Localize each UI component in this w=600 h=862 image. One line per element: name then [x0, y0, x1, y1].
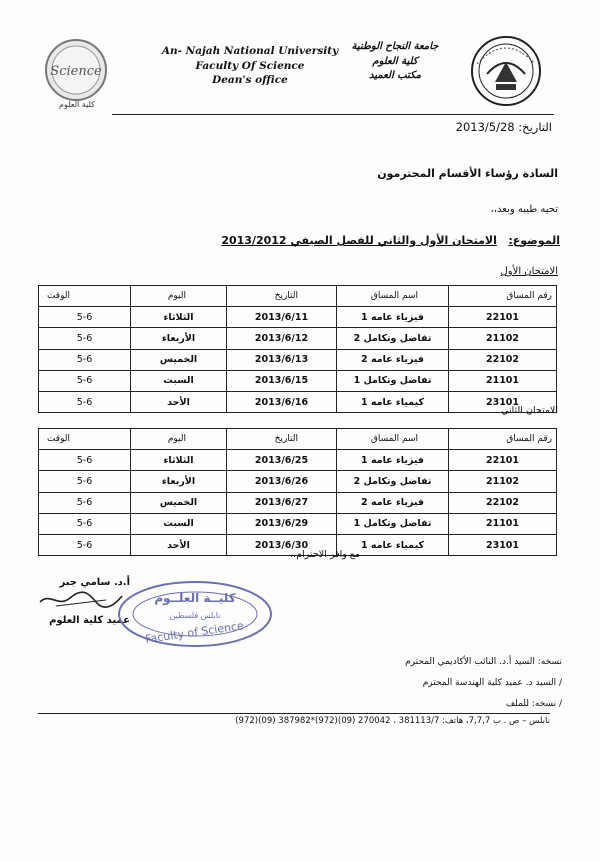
course-code: 22101	[449, 307, 557, 328]
faculty-stamp	[115, 578, 275, 650]
header-day: اليوم	[131, 429, 227, 450]
office-name-en: Dean's office	[212, 74, 288, 86]
course-name: فيزياء عامه 1	[337, 307, 449, 328]
first-exam-table	[38, 285, 557, 413]
exam-time: 5-6	[39, 370, 131, 391]
exam-time: 5-6	[39, 534, 131, 555]
course-code: 23101	[449, 534, 557, 555]
exam-time: 5-6	[39, 513, 131, 534]
table-row	[39, 370, 557, 391]
exam-date: 2013/6/26	[227, 471, 337, 492]
second-exam-table	[38, 428, 557, 556]
course-code: 21102	[449, 328, 557, 349]
first-exam-title: الامتحان الأول	[500, 266, 558, 277]
header-code: رقم المساق	[449, 286, 557, 307]
copy-line: / السيد د. عميد كلية الهندسة المحترم	[422, 678, 562, 688]
subject-text: الامتحان الأول والثاني للفصل الصيفي 2013/2012	[221, 234, 497, 247]
course-code: 23101	[449, 391, 557, 412]
table-row	[39, 513, 557, 534]
university-name-en: An- Najah National University	[161, 45, 339, 57]
faculty-name-ar: كلية العلوم	[372, 55, 418, 67]
stamp-english: Faculty of Science	[144, 619, 245, 646]
exam-date: 2013/6/13	[227, 349, 337, 370]
second-exam-title: الامتحان الثاني	[501, 405, 558, 416]
dean-title: عميد كلية العلوم	[49, 615, 130, 626]
table-row	[39, 450, 557, 471]
header-name: اسم المساق	[337, 429, 449, 450]
exam-day: الأحد	[131, 534, 227, 555]
exam-day: الخميس	[131, 349, 227, 370]
course-name: كيمياء عامه 1	[337, 391, 449, 412]
course-name: فيزياء عامه 1	[337, 450, 449, 471]
salutation: السادة رؤساء الأقسام المحترمون	[377, 167, 558, 180]
table-header-row	[39, 429, 557, 450]
logo-left-caption: كلية العلوم	[59, 100, 95, 109]
greeting: تحيه طيبه وبعد،،	[490, 204, 558, 215]
footer-contact: نابلس – ص . ب 7,7,7، هاتف: 381113/7 ، 270042 (09)(972)*387982 (09)(972)	[235, 716, 550, 726]
letter-date: التاريخ: 2013/5/28	[455, 120, 552, 134]
header-name: اسم المساق	[337, 286, 449, 307]
course-code: 21101	[449, 513, 557, 534]
exam-time: 5-6	[39, 349, 131, 370]
exam-time: 5-6	[39, 307, 131, 328]
course-name: تفاضل وتكامل 1	[337, 513, 449, 534]
course-code: 21101	[449, 370, 557, 391]
exam-date: 2013/6/11	[227, 307, 337, 328]
exam-time: 5-6	[39, 328, 131, 349]
table-row	[39, 492, 557, 513]
english-header	[160, 44, 340, 88]
exam-date: 2013/6/30	[227, 534, 337, 555]
course-name: تفاضل وتكامل 1	[337, 370, 449, 391]
exam-day: الأربعاء	[131, 471, 227, 492]
course-name: تفاضل وتكامل 2	[337, 328, 449, 349]
stamp-city: نابلس فلسطين	[169, 611, 221, 620]
exam-date: 2013/6/12	[227, 328, 337, 349]
table-header-row	[39, 286, 557, 307]
footer-rule	[38, 713, 550, 714]
copy-line: / نسخه: للملف	[505, 699, 562, 709]
logo-left-text: Science	[50, 64, 102, 79]
subject-line	[120, 234, 560, 247]
table-row	[39, 471, 557, 492]
exam-day: السبت	[131, 513, 227, 534]
table-row	[39, 307, 557, 328]
exam-day: الثلاثاء	[131, 450, 227, 471]
course-name: كيمياء عامه 1	[337, 534, 449, 555]
course-name: فيزياء عامه 2	[337, 349, 449, 370]
course-code: 22102	[449, 349, 557, 370]
university-name-ar: جامعة النجاح الوطنية	[351, 41, 439, 52]
arabic-header	[340, 40, 450, 84]
exam-time: 5-6	[39, 471, 131, 492]
exam-date: 2013/6/25	[227, 450, 337, 471]
course-code: 22101	[449, 450, 557, 471]
exam-day: الأربعاء	[131, 328, 227, 349]
copies-list	[300, 652, 562, 715]
header-rule	[112, 114, 554, 115]
header-time: الوقت	[39, 286, 131, 307]
stamp-arabic: كليــة العلــوم	[154, 591, 236, 605]
table-row	[39, 328, 557, 349]
header-date: التاريخ	[227, 429, 337, 450]
header-code: رقم المساق	[449, 429, 557, 450]
exam-date: 2013/6/15	[227, 370, 337, 391]
office-name-ar: مكتب العميد	[369, 70, 421, 81]
header-time: الوقت	[39, 429, 131, 450]
exam-date: 2013/6/29	[227, 513, 337, 534]
exam-date: 2013/6/16	[227, 391, 337, 412]
header-date: التاريخ	[227, 286, 337, 307]
header-day: اليوم	[131, 286, 227, 307]
copy-line: نسخه: السيد أ.د. النائب الأكاديمي المحترم	[405, 657, 562, 667]
subject-label: الموضوع:	[508, 234, 560, 247]
course-name: تفاضل وتكامل 2	[337, 471, 449, 492]
course-code: 22102	[449, 492, 557, 513]
course-name: فيزياء عامه 2	[337, 492, 449, 513]
science-faculty-logo	[38, 34, 114, 110]
exam-time: 5-6	[39, 492, 131, 513]
exam-day: الخميس	[131, 492, 227, 513]
exam-time: 5-6	[39, 450, 131, 471]
dean-name: أ.د. سامي جبر	[59, 577, 130, 588]
exam-day: الثلاثاء	[131, 307, 227, 328]
exam-date: 2013/6/27	[227, 492, 337, 513]
exam-day: الأحد	[131, 391, 227, 412]
exam-day: السبت	[131, 370, 227, 391]
course-code: 21102	[449, 471, 557, 492]
faculty-name-en: Faculty Of Science	[195, 59, 305, 72]
university-emblem	[465, 34, 547, 108]
exam-time: 5-6	[39, 391, 131, 412]
closing-regards: مع وافر الاحترام،،	[290, 549, 360, 560]
table-row	[39, 349, 557, 370]
handwritten-signature	[36, 588, 126, 610]
